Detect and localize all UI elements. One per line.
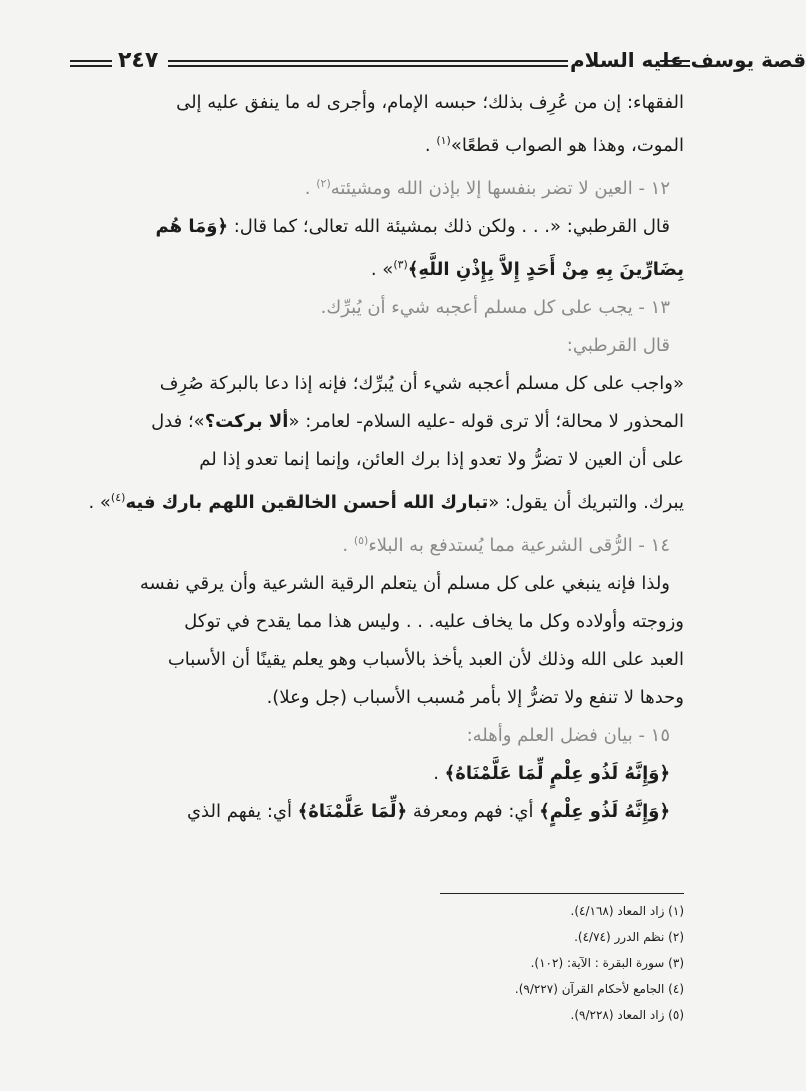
footnote-marker: (٢) [316,177,331,190]
paragraph-line: الموت، وهذا هو الصواب قطعًا»$^{(١)}$ . [424,134,684,156]
section-heading-13: ١٣ - يجب على كل مسلم أعجبه شيء أن يُبرِّك. [320,297,670,318]
section-heading-15: ١٥ - بيان فضل العلم وأهله: [466,725,670,746]
bold-quote: تبارك الله أحسن الخالقين اللهم بارك فيه [125,492,489,513]
paragraph-line: على أن العين لا تضرُّ ولا تعدو إذا برك العائن، وإنما إنما تعدو إذا لم [199,449,684,470]
footnote-marker: (٣) [393,258,408,271]
header-rule-right [660,60,690,67]
quran-verse: ﴿وَمَا هُم [155,216,228,237]
paragraph-line: ﴿وَإِنَّهُ لَذُو عِلْمٍ لِّمَا عَلَّمْنَاهُ﴾ . [433,763,670,784]
footnote-item: (٥) زاد المعاد (٩/٢٢٨). [570,1008,684,1022]
paragraph-line: المحذور لا محالة؛ ألا ترى قوله -عليه السلام- لعامر: «ألا بركت؟»؛ فدل [151,411,684,432]
paragraph-line: ولذا فإنه ينبغي على كل مسلم أن يتعلم الرقية الشرعية وأن يرقي نفسه [139,573,670,594]
quote-intro: قال القرطبي: [566,335,670,356]
footnote-item: (٣) سورة البقرة : الآية: (١٠٢). [530,956,684,970]
quran-verse: ﴿وَإِنَّهُ لَذُو عِلْمٍ﴾ [539,801,670,822]
paragraph-line: ﴿وَإِنَّهُ لَذُو عِلْمٍ﴾ أي: فهم ومعرفة ﴿لِّمَا عَلَّمْنَاهُ﴾ أي: يفهم الذي [186,801,670,822]
footnote-marker: (١) [436,134,451,147]
page-number: ٢٤٧ [118,48,159,73]
paragraph-line: وزوجته وأولاده وكل ما يخاف عليه. . . وليس هذا مما يقدح في توكل [184,611,684,632]
section-heading-14: ١٤ - الرُّقى الشرعية مما يُستدفع به البلاء$^{(٥)}$ . [342,534,670,556]
paragraph-line: الفقهاء: إن من عُرِف بذلك؛ حبسه الإمام، وأجرى له ما ينفق عليه إلى [176,92,684,113]
paragraph-line: وحدها لا تنفع ولا تضرُّ إلا بأمر مُسبب الأسباب (جل وعلا). [266,687,684,708]
page-header [70,48,806,78]
quran-verse: ﴿وَإِنَّهُ لَذُو عِلْمٍ لِّمَا عَلَّمْنَاهُ﴾ [444,763,670,784]
paragraph-line: «واجب على كل مسلم أعجبه شيء أن يُبرِّك؛ فإنه إذا دعا بالبركة صُرِف [159,373,684,394]
footnote-separator [440,893,684,894]
quran-verse: بِضَارِّينَ بِهِ مِنْ أَحَدٍ إِلاَّ بِإِذْنِ اللَّهِ﴾ [407,259,684,280]
paragraph-line: بِضَارِّينَ بِهِ مِنْ أَحَدٍ إِلاَّ بِإِذْنِ اللَّهِ﴾$^{(٣)}$» . [370,258,684,280]
footnote-marker: (٥) [353,534,369,547]
paragraph-line: يبرك. والتبريك أن يقول: «تبارك الله أحسن الخالقين اللهم بارك فيه$^{(٤)}$» . [88,491,684,513]
paragraph-line: العبد على الله وذلك لأن العبد يأخذ بالأسباب وهو يعلم يقينًا أن الأسباب [167,649,684,670]
header-rule-left [70,60,112,67]
footnotes [360,898,684,1028]
section-heading-12: ١٢ - العين لا تضر بنفسها إلا بإذن الله ومشيئته$^{(٢)}$ . [304,177,670,199]
footnote-item: (٢) نظم الدرر (٤/٧٤). [574,930,684,944]
running-title: قصة يوسف عليه السلام [570,48,806,72]
body-text [68,84,684,831]
footnote-marker: (٤) [110,491,126,504]
paragraph-line: قال القرطبي: «. . . ولكن ذلك بمشيئة الله تعالى؛ كما قال: ﴿وَمَا هُم [155,216,670,237]
footnote-item: (٤) الجامع لأحكام القرآن (٩/٢٢٧). [514,982,684,996]
quran-verse: ﴿لِّمَا عَلَّمْنَاهُ﴾ [297,801,408,822]
footnote-item: (١) زاد المعاد (٤/١٦٨). [570,904,684,918]
bold-quote: ألا بركت؟ [204,411,289,432]
header-rule-middle [168,60,568,67]
